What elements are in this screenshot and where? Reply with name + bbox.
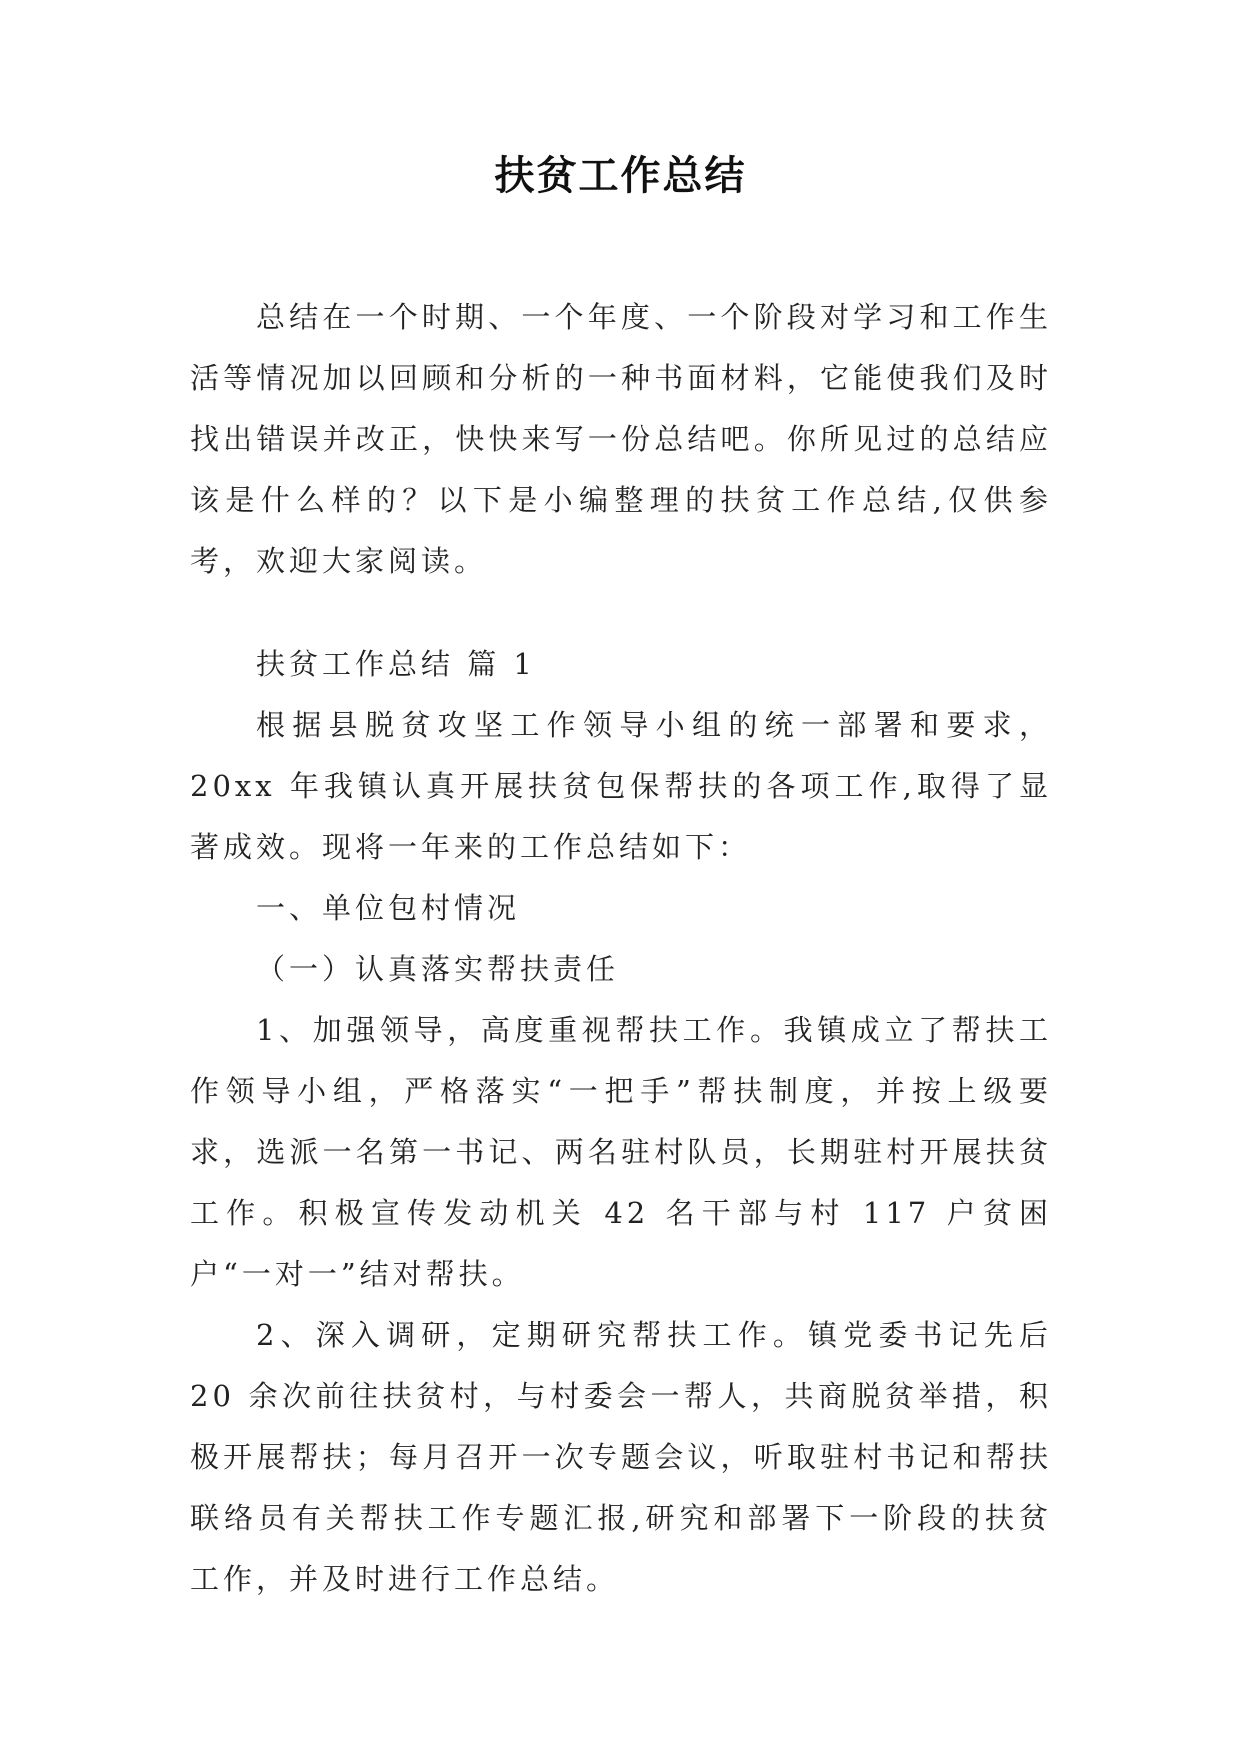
intro-section <box>190 287 1052 592</box>
article-body <box>190 634 1052 1610</box>
paragraph-in-depth-research: 2、深入调研，定期研究帮扶工作。镇党委书记先后 20 余次前往扶贫村，与村委会一帮人，共商脱贫举措，积极开展帮扶；每月召开一次专题会议，听取驻村书记和帮扶联络员有关帮扶工作专题汇报,研究和部署下一阶段的扶贫工作，并及时进行工作总结。 <box>190 1318 1052 1596</box>
heading-unit-village-situation: 一、单位包村情况 <box>256 891 521 925</box>
paragraph-opening: 根据县脱贫攻坚工作领导小组的统一部署和要求，20xx 年我镇认真开展扶贫包保帮扶的各项工作,取得了显著成效。现将一年来的工作总结如下： <box>190 708 1052 864</box>
section-heading: 扶贫工作总结 篇 1 <box>256 647 536 681</box>
intro-paragraph: 总结在一个时期、一个年度、一个阶段对学习和工作生活等情况加以回顾和分析的一种书面材料，它能使我们及时找出错误并改正，快快来写一份总结吧。你所见过的总结应该是什么样的？以下是小编整理的扶贫工作总结,仅供参考，欢迎大家阅读。 <box>190 300 1052 578</box>
subheading-implement-responsibility: （一）认真落实帮扶责任 <box>256 952 620 986</box>
paragraph-strengthen-leadership: 1、加强领导，高度重视帮扶工作。我镇成立了帮扶工作领导小组，严格落实“一把手”帮扶制度，并按上级要求，选派一名第一书记、两名驻村队员，长期驻村开展扶贫工作。积极宣传发动机关 42 名干部与村 117 户贫困户“一对一”结对帮扶。 <box>190 1013 1052 1291</box>
document-title: 扶贫工作总结 <box>494 153 747 199</box>
